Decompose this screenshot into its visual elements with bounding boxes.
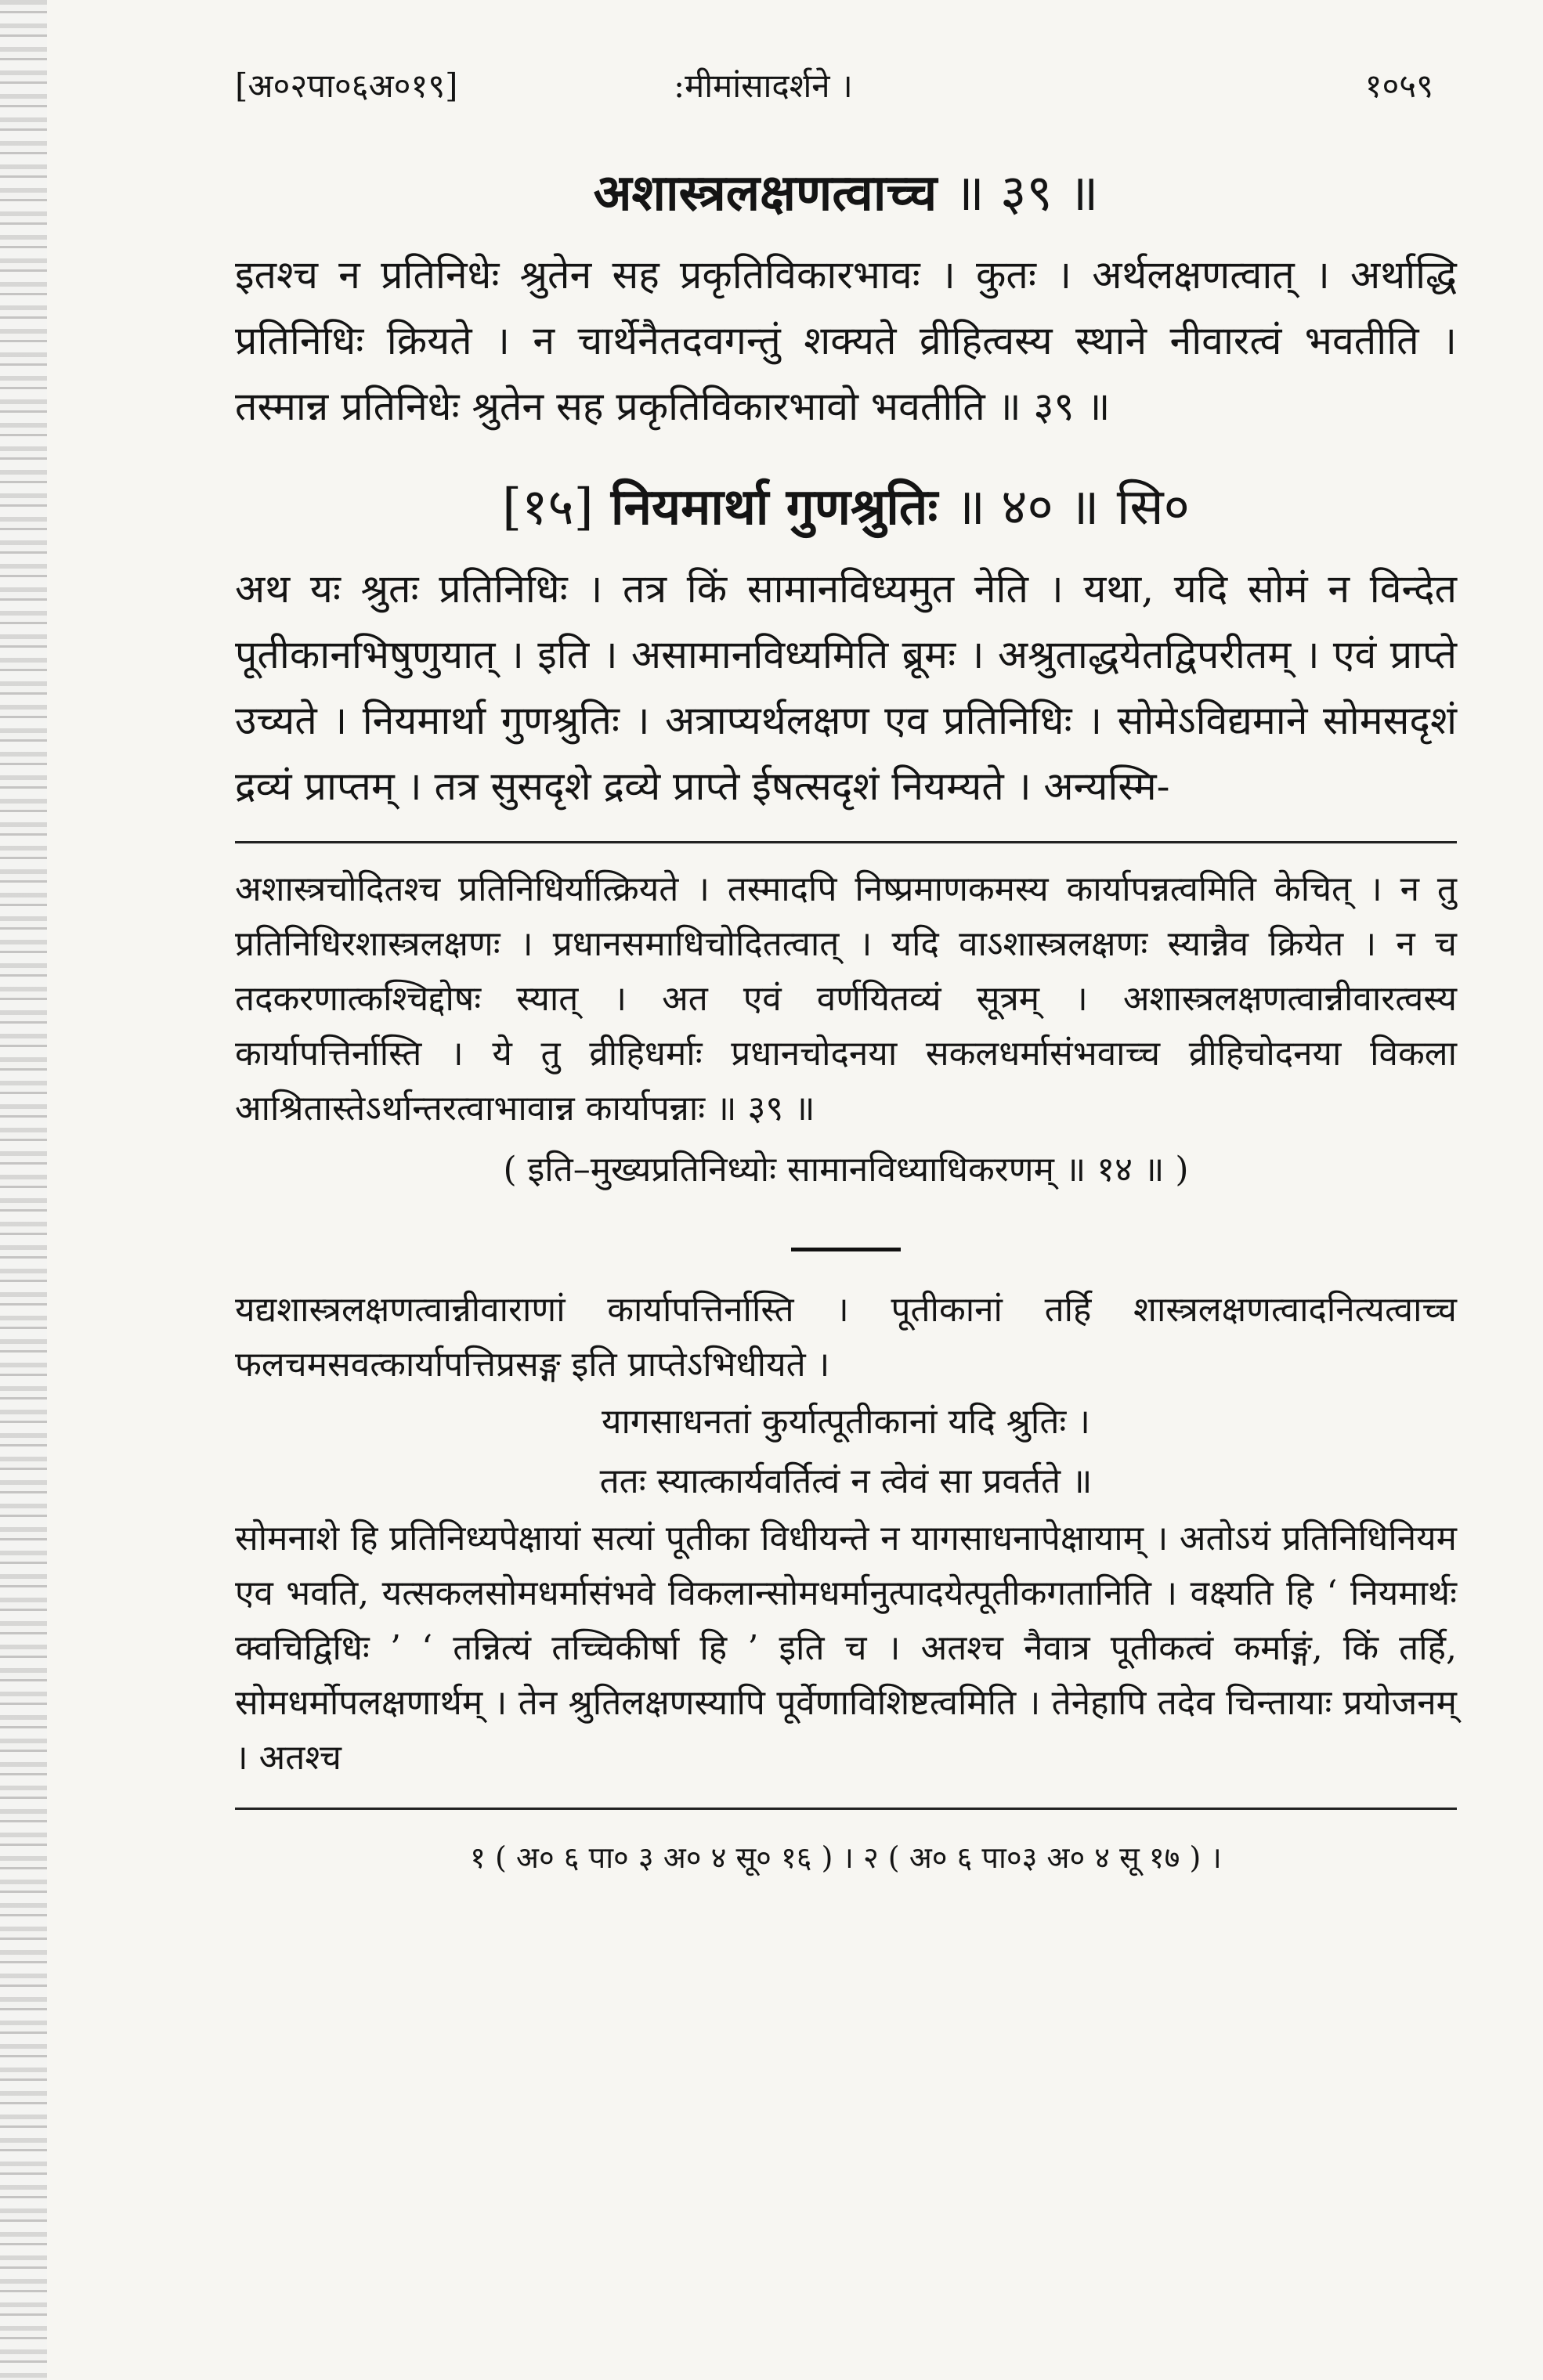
commentary-40-body: सोमनाशे हि प्रतिनिध्यपेक्षायां सत्यां पूतीका विधीयन्ते न यागसाधनापेक्षायाम् । अतोऽयं प्रतिनिधिनियम एव भवति, यत्सकलसोमधर्मासंभवे विकलान्सोमधर्मानुत्पादयेत्पूतीकगतानिति । वक्ष्यति हि ‘ नियमार्थः क्वचिद्विधिः ’ ‘ तन्नित्यं तच्चिकीर्षा हि ’ इति च । अतश्च नैवात्र पूतीकत्वं कर्माङ्गं, किं तर्हि, सोमधर्मोपलक्षणार्थम् । तेन श्रुतिलक्षणस्यापि पूर्वेणाविशिष्टत्वमिति । तेनेहापि तदेव चिन्तायाः प्रयोजनम् । अतश्च — [235, 1519, 1457, 1778]
verse-line-1: यागसाधनतां कुर्यात्पूतीकानां यदि श्रुतिः । — [602, 1402, 1090, 1442]
sutra-40-tag: सि० — [1116, 479, 1190, 536]
sutra-40-number: ॥ ४० ॥ — [955, 479, 1100, 536]
sutra-40-adhikarana-mark: [१५] — [502, 479, 594, 536]
sutra-39 — [235, 157, 1457, 225]
commentary-40-intro: यद्यशास्त्रलक्षणत्वान्नीवाराणां कार्यापत्तिर्नास्ति । पूतीकानां तर्हि शास्त्रलक्षणत्वादनित्यत्वाच्च फलचमसवत्कार्यापत्तिप्रसङ्ग इति प्राप्तेऽभिधीयते । — [235, 1290, 1457, 1385]
bhashya-39: इतश्च न प्रतिनिधेः श्रुतेन सह प्रकृतिविकारभावः । कुतः । अर्थलक्षणत्वात् । अर्थाद्धि प्रतिनिधिः क्रियते । न चार्थेनैतदवगन्तुं शक्यते व्रीहित्वस्य स्थाने नीवारत्वं भवतीति । तस्मान्न प्रतिनिधेः श्रुतेन सह प्रकृतिविकारभावो भवतीति ॥ ३९ ॥ — [235, 252, 1457, 429]
bhashya-40: अथ यः श्रुतः प्रतिनिधिः । तत्र किं सामानविध्यमुत नेति । यथा, यदि सोमं न विन्देत पूतीकानभिषुणुयात् । इति । असामानविध्यमिति ब्रूमः । अश्रुताद्धयेतद्विपरीतम् । एवं प्राप्ते उच्यते । नियमार्था गुणश्रुतिः । अत्राप्यर्थलक्षण एव प्रतिनिधिः । सोमेऽविद्यमाने सोमसदृशं द्रव्यं प्राप्तम् । तत्र सुसदृशे द्रव्ये प्राप्ते ईषत्सदृशं नियम्यते । अन्यस्मि- — [235, 566, 1457, 809]
header-reference: [अ०२पा०६अ०१९] — [235, 67, 458, 105]
sutra-40-text: नियमार्था गुणश्रुतिः — [610, 478, 938, 536]
section-divider — [791, 1248, 901, 1251]
adhikarana-end-note: ( इति–मुख्यप्रतिनिध्योः सामानविध्याधिकरणम् ॥ १४ ॥ ) — [503, 1150, 1189, 1190]
sutra-39-number: ॥ ३९ ॥ — [954, 164, 1099, 222]
book-page — [235, 47, 1457, 2349]
scan-margin-noise — [0, 0, 47, 2380]
footnotes: १ ( अ० ६ पा० ३ अ० ४ सू० १६ ) । २ ( अ० ६ पा०३ अ० ४ सू १७ ) । — [470, 1840, 1222, 1875]
verse-block — [235, 1392, 1457, 1511]
verse-line-2: ततः स्यात्कार्यवर्तित्वं न त्वेवं सा प्रवर्तते ॥ — [599, 1461, 1093, 1501]
commentary-39: अशास्त्रचोदितश्च प्रतिनिधिर्यात्क्रियते । तस्मादपि निष्प्रमाणकमस्य कार्यापन्नत्वमिति केचित् । न तु प्रतिनिधिरशास्त्रलक्षणः । प्रधानसमाधिचोदितत्वात् । यदि वाऽशास्त्रलक्षणः स्यान्नैव क्रियेत । न च तदकरणात्कश्चिद्दोषः स्यात् । अत एवं वर्णयितव्यं सूत्रम् । अशास्त्रलक्षणत्वान्नीवारत्वस्य कार्यापत्तिर्नास्ति । ये तु व्रीहिधर्माः प्रधानचोदनया सकलधर्मासंभवाच्च व्रीहिचोदनया विकला आश्रितास्तेऽर्थान्तरत्वाभावान्न कार्यापन्नाः ॥ ३९ ॥ — [235, 869, 1457, 1129]
commentary-divider — [235, 841, 1457, 843]
page-number: १०५९ — [1364, 67, 1433, 105]
sutra-39-text: अशास्त्रलक्षणत्वाच्च — [593, 164, 938, 222]
header-title: :मीमांसादर्शने । — [674, 67, 853, 105]
running-header — [235, 47, 1457, 125]
footnote-divider — [235, 1808, 1457, 1810]
sutra-40 — [235, 471, 1457, 539]
